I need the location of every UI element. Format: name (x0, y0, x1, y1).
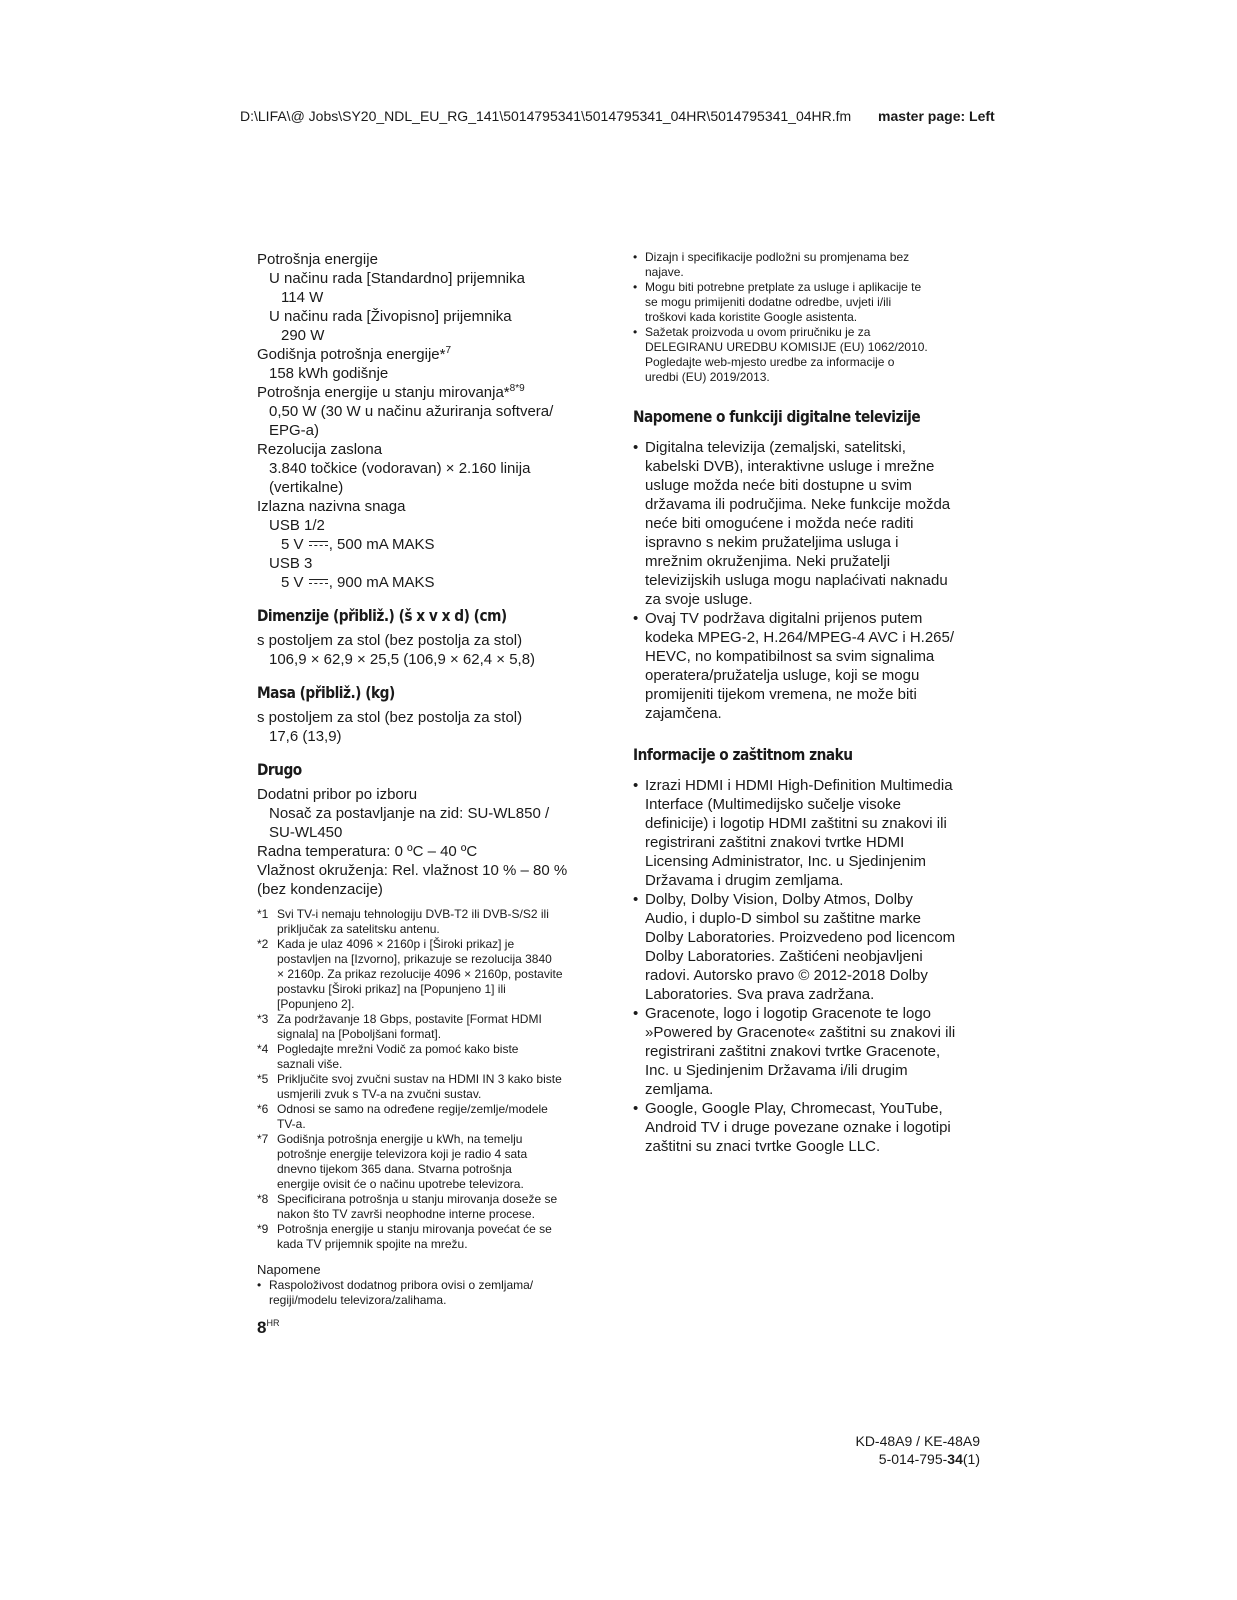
dc-symbol-icon (309, 540, 328, 548)
standby-value-2: EPG-a) (269, 422, 320, 439)
footer-model: KD-48A9 / KE-48A9 (855, 1433, 980, 1449)
footnote: *6 Odnosi se samo na određene regije/zemlje/modele TV-a. (257, 1102, 548, 1131)
page-number: $8^{HR}$ (257, 1318, 280, 1337)
footnote: *8 Specificirana potrošnja u stanju mirovanja doseže se nakon što TV završi neophodne interne procese. (257, 1192, 558, 1221)
other-heading: Drugo (257, 760, 302, 779)
notes-heading: Napomene (257, 1262, 321, 1277)
bullet-icon: • (257, 1278, 262, 1292)
bullet-icon: • (633, 1100, 639, 1117)
resolution-label: Rezolucija zaslona (257, 441, 383, 458)
standard-value: 114 W (281, 289, 324, 306)
bracket-2: SU-WL450 (269, 824, 343, 841)
digital-tv-item: • Digitalna televizija (zemaljski, satelitski, kabelski DVB), interaktivne usluge i mrežne usluge možda neće biti dostupne u svim državama ili područjima. Neke funkcije možda neće biti omogućene i možda neće raditi ispravno s nekim pružateljima usluga i mrežnim okruženjima. Neki pružatelji televizijskih usluga mogu naplaćivati naknadu za svoje usluge. (633, 439, 951, 608)
header-file-path: D:\LIFA\@ Jobs\SY20_NDL_EU_RG_141\5014795341\5014795341_04HR\5014795341_04HR.fm (240, 108, 852, 124)
bracket-1: Nosač za postavljanje na zid: SU-WL850 / (269, 805, 550, 822)
mass-heading: Masa (přibliž.) (kg) (257, 683, 395, 702)
trademark-item: • Google, Google Play, Chromecast, YouTube, Android TV i druge povezane oznake i logotipi zaštitni su znaci tvrtke Google LLC. (633, 1100, 951, 1155)
digital-tv-item: • Ovaj TV podržava digitalni prijenos putem kodeka MPEG-2, H.264/MPEG-4 AVC i H.265/ HEVC, no kompatibilnost sa svim signalima operatera/pružatelja usluge, koji se mogu promijeniti tijekom vremena, ne može biti zajamčena. (633, 610, 955, 722)
footnote: *2 Kada je ulaz 4096 × 2160p i [Široki prikaz] je postavljen na [Izvorno], prikazuje se rezolucija 3840 × 2160p. Za prikaz rezolucije 4096 × 2160p, postavite postavku [Široki prikaz] na [Popunjeno 1] ili [Popunjeno 2]. (257, 937, 563, 1011)
footnote: *3 Za podržavanje 18 Gbps, postavite [Format HDMI signala] na [Poboljšani format]. (257, 1012, 542, 1041)
bullet-icon: • (633, 325, 638, 339)
bullet-icon: • (633, 250, 638, 264)
dimensions-heading: Dimenzije (přibliž.) (š x v x d) (cm) (257, 606, 507, 625)
usb12-label: USB 1/2 (269, 517, 325, 534)
digital-tv-heading: Napomene o funkciji digitalne televizije (633, 407, 921, 426)
annual-value: 158 kWh godišnje (269, 365, 389, 382)
trademark-item: • Dolby, Dolby Vision, Dolby Atmos, Dolby Audio, i duplo-D simbol su zaštitne marke Dolby Laboratories. Proizvedeno pod licencom Dolby Laboratories. Zaštićeni neobjavljeni radovi. Autorsko pravo © 2012-2018 Dolby Laboratories. Sva prava zadržana. (633, 891, 956, 1003)
bullet-icon: • (633, 439, 639, 456)
trademark-item: • Izrazi HDMI i HDMI High-Definition Multimedia Interface (Multimedijsko sučelje visoke definicije) i logotip HDMI zaštitni su znakovi ili registrirani zaštitni znakovi tvrtke HDMI Licensing Administrator, Inc. u Sjedinjenim Državama i drugim zemljama. (633, 777, 953, 889)
header-master-page: master page: Left (878, 108, 995, 124)
standby-label: Potrošnja energije u stanju mirovanja*$^{8*9}$ (257, 383, 525, 401)
mass-line-1: s postoljem za stol (bez postolja za stol) (257, 709, 523, 726)
resolution-1: 3.840 točkice (vodoravan) × 2.160 linija (269, 460, 531, 477)
vivid-mode: U načinu rada [Živopisno] prijemnika (269, 308, 512, 325)
humidity-2: (bez kondenzacije) (257, 881, 383, 898)
temperature: Radna temperatura: 0 ºC – 40 ºC (257, 843, 478, 860)
bullet-icon: • (633, 777, 639, 794)
annual-label: Godišnja potrošnja energije*$^7$ (257, 345, 452, 363)
trademark-item: • Gracenote, logo i logotip Gracenote te logo »Powered by Gracenote« zaštitni su znakovi ili registrirani zaštitni znakovi tvrtke Gracenote, Inc. u Sjedinjenim Državama i/ili drugim zemljama. (633, 1005, 956, 1098)
footnote: *7 Godišnja potrošnja energije u kWh, na temelju potrošnje energije televizora koji je radio 4 sata dnevno tijekom 365 dana. Stvarna potrošnja energije ovisit će o načinu upotrebe televizora. (257, 1132, 528, 1191)
accessories-label: Dodatni pribor po izboru (257, 786, 418, 803)
footnote: *4 Pogledajte mrežni Vodič za pomoć kako biste saznali više. (257, 1042, 519, 1071)
resolution-2: (vertikalne) (269, 479, 344, 496)
footnote: *1 Svi TV-i nemaju tehnologiju DVB-T2 ili DVB-S/S2 ili priključak za satelitsku antenu. (257, 907, 549, 936)
usb3-value: 5 V , 900 mA MAKS (281, 574, 435, 591)
notes-item: • Raspoloživost dodatnog pribora ovisi o zemljama/ regiji/modelu televizora/zalihama. (257, 1278, 534, 1307)
trademark-heading: Informacije o zaštitnom znaku (633, 745, 853, 764)
output-label: Izlazna nazivna snaga (257, 498, 406, 515)
bullet-icon: • (633, 1005, 639, 1022)
left-column (257, 250, 597, 1308)
footnote: *5 Priključite svoj zvučni sustav na HDMI IN 3 kako biste usmjerili zvuk s TV-a na zvučni sustav. (257, 1072, 562, 1101)
usb12-value: 5 V , 500 mA MAKS (281, 536, 435, 553)
standard-mode: U načinu rada [Standardno] prijemnika (269, 270, 525, 287)
footer (855, 1432, 980, 1468)
vivid-value: 290 W (281, 327, 325, 344)
dimensions-line-2: 106,9 × 62,9 × 25,5 (106,9 × 62,4 × 5,8) (269, 651, 536, 668)
mass-line-2: 17,6 (13,9) (269, 728, 342, 745)
usb3-label: USB 3 (269, 555, 313, 572)
footer-code: 5-014-795-34(1) (878, 1451, 980, 1467)
humidity-1: Vlažnost okruženja: Rel. vlažnost 10 % – 80 % (257, 862, 568, 879)
power-label: Potrošnja energije (257, 251, 378, 268)
bullet-icon: • (633, 610, 639, 627)
right-note: • Sažetak proizvoda u ovom priručniku je za DELEGIRANU UREDBU KOMISIJE (EU) 1062/2010. Pogledajte web-mjesto uredbe za informacije o uredbi (EU) 2019/2013. (633, 325, 928, 384)
standby-value-1: 0,50 W (30 W u načinu ažuriranja softvera/ (269, 403, 554, 420)
dimensions-line-1: s postoljem za stol (bez postolja za stol) (257, 632, 523, 649)
bullet-icon: • (633, 891, 639, 908)
right-note: • Mogu biti potrebne pretplate za usluge i aplikacije te se mogu primijeniti dodatne odredbe, uvjeti i/ili troškovi kada koristite Google asistenta. (633, 280, 922, 324)
dc-symbol-icon (309, 578, 328, 586)
right-note: • Dizajn i specifikacije podložni su promjenama bez najave. (633, 250, 910, 279)
right-column (633, 250, 968, 1156)
bullet-icon: • (633, 280, 638, 294)
footnote: *9 Potrošnja energije u stanju mirovanja povećat će se kada TV prijemnik spojite na mrežu. (257, 1222, 552, 1251)
